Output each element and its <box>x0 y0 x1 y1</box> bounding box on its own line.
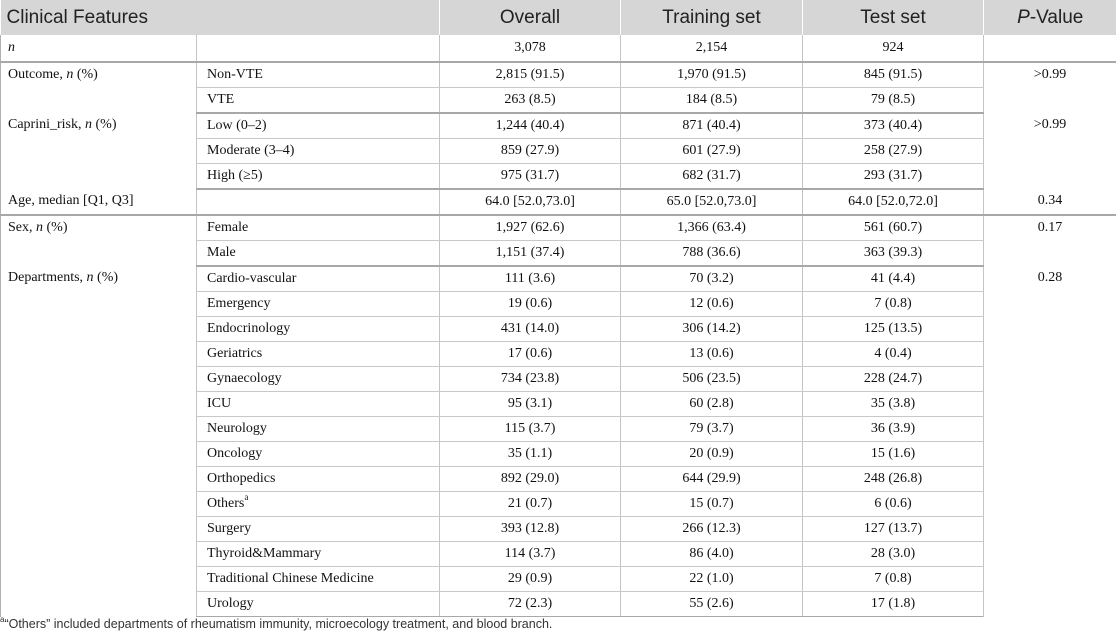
cell-test: 4 (0.4) <box>803 342 984 367</box>
footnote-marker: a <box>244 492 249 503</box>
cell-test: 36 (3.9) <box>803 417 984 442</box>
cell-overall: 3,078 <box>440 35 621 62</box>
cell-training: 1,366 (63.4) <box>621 215 803 241</box>
label-italic: n <box>85 117 92 132</box>
row-label-n <box>1 35 197 62</box>
level-label: VTE <box>197 88 440 114</box>
cell-test: 64.0 [52.0,72.0] <box>803 189 984 215</box>
cell-overall: 19 (0.6) <box>440 292 621 317</box>
cell-overall: 114 (3.7) <box>440 542 621 567</box>
cell-pvalue: 0.17 <box>984 215 1116 266</box>
level-label: Moderate (3–4) <box>197 139 440 164</box>
cell-training: 60 (2.8) <box>621 392 803 417</box>
cell-training: 184 (8.5) <box>621 88 803 114</box>
group-label-sex <box>1 215 197 266</box>
cell-overall: 111 (3.6) <box>440 266 621 292</box>
level-label: Geriatrics <box>197 342 440 367</box>
level-label: Female <box>197 215 440 241</box>
header-p-value <box>984 0 1116 35</box>
label-text: (%) <box>93 270 119 285</box>
cell-training: 55 (2.6) <box>621 592 803 617</box>
cell-training: 70 (3.2) <box>621 266 803 292</box>
cell-training: 86 (4.0) <box>621 542 803 567</box>
cell-test: 293 (31.7) <box>803 164 984 190</box>
cell-test: 125 (13.5) <box>803 317 984 342</box>
cell-training: 13 (0.6) <box>621 342 803 367</box>
header-training-set: Training set <box>621 0 803 35</box>
footnote-marker: a <box>0 614 5 624</box>
cell-overall: 263 (8.5) <box>440 88 621 114</box>
cell-overall: 35 (1.1) <box>440 442 621 467</box>
level-label-others <box>197 492 440 517</box>
n-italic: n <box>8 40 15 55</box>
table-row <box>1 62 1116 88</box>
level-label: Oncology <box>197 442 440 467</box>
label-text: (%) <box>92 117 117 132</box>
cell-overall: 975 (31.7) <box>440 164 621 190</box>
cell-pvalue: >0.99 <box>984 62 1116 113</box>
cell-test: 7 (0.8) <box>803 567 984 592</box>
cell-test: 15 (1.6) <box>803 442 984 467</box>
level-label: Emergency <box>197 292 440 317</box>
level-label-empty <box>197 189 440 215</box>
label-text: (%) <box>43 220 68 235</box>
cell-test: 35 (3.8) <box>803 392 984 417</box>
cell-training: 2,154 <box>621 35 803 62</box>
level-label: ICU <box>197 392 440 417</box>
table-row-age <box>1 189 1116 215</box>
cell-overall: 17 (0.6) <box>440 342 621 367</box>
cell-training: 266 (12.3) <box>621 517 803 542</box>
header-test-set: Test set <box>803 0 984 35</box>
label-italic: n <box>66 67 74 82</box>
cell-test: 127 (13.7) <box>803 517 984 542</box>
cell-overall: 1,151 (37.4) <box>440 241 621 267</box>
cell-pvalue: >0.99 <box>984 113 1116 189</box>
cell-pvalue: 0.34 <box>984 189 1116 215</box>
cell-training: 65.0 [52.0,73.0] <box>621 189 803 215</box>
label-italic: n <box>36 220 43 235</box>
level-label: Endocrinology <box>197 317 440 342</box>
level-label: Low (0–2) <box>197 113 440 139</box>
group-label-age: Age, median [Q1, Q3] <box>1 189 197 215</box>
label-text: Caprini_risk, <box>8 117 85 132</box>
label-text: Sex, <box>8 220 36 235</box>
cell-overall: 95 (3.1) <box>440 392 621 417</box>
level-label: Surgery <box>197 517 440 542</box>
cell-training: 306 (14.2) <box>621 317 803 342</box>
cell-training: 506 (23.5) <box>621 367 803 392</box>
group-label-departments <box>1 266 197 617</box>
group-label-caprini <box>1 113 197 189</box>
table-row <box>1 266 1116 292</box>
level-label: Traditional Chinese Medicine <box>197 567 440 592</box>
cell-training: 871 (40.4) <box>621 113 803 139</box>
level-label: High (≥5) <box>197 164 440 190</box>
header-p-rest: -Value <box>1029 6 1084 28</box>
table-row <box>1 113 1116 139</box>
header-row <box>1 0 1116 35</box>
header-p-italic: P <box>1017 6 1030 28</box>
table-row <box>1 215 1116 241</box>
cell-training: 20 (0.9) <box>621 442 803 467</box>
cell-test: 6 (0.6) <box>803 492 984 517</box>
cell-overall: 29 (0.9) <box>440 567 621 592</box>
cell-training: 601 (27.9) <box>621 139 803 164</box>
level-text: Others <box>207 496 245 511</box>
cell-training: 79 (3.7) <box>621 417 803 442</box>
footnote-text: “Others” included departments of rheumatism immunity, microecology treatment, and blood branch. <box>4 617 553 631</box>
level-label: Orthopedics <box>197 467 440 492</box>
label-italic: n <box>86 270 94 285</box>
cell-pvalue: 0.28 <box>984 266 1116 617</box>
level-label: Male <box>197 241 440 267</box>
cell-training: 12 (0.6) <box>621 292 803 317</box>
cell-test: 28 (3.0) <box>803 542 984 567</box>
cell-overall: 892 (29.0) <box>440 467 621 492</box>
cell-test: 845 (91.5) <box>803 62 984 88</box>
cell-overall: 115 (3.7) <box>440 417 621 442</box>
cell-pvalue <box>984 35 1116 62</box>
cell-training: 682 (31.7) <box>621 164 803 190</box>
label-text: (%) <box>73 67 98 82</box>
table-footnote <box>0 614 553 631</box>
label-text: Outcome, <box>8 67 67 82</box>
cell-test: 228 (24.7) <box>803 367 984 392</box>
cell-overall: 393 (12.8) <box>440 517 621 542</box>
cell-test: 561 (60.7) <box>803 215 984 241</box>
table-row-n <box>1 35 1116 62</box>
cell-overall: 431 (14.0) <box>440 317 621 342</box>
cell-training: 15 (0.7) <box>621 492 803 517</box>
cell-test: 363 (39.3) <box>803 241 984 267</box>
cell-overall: 734 (23.8) <box>440 367 621 392</box>
cell-test: 258 (27.9) <box>803 139 984 164</box>
cell-overall: 859 (27.9) <box>440 139 621 164</box>
cell-overall: 1,244 (40.4) <box>440 113 621 139</box>
header-clinical-features: Clinical Features <box>1 0 440 35</box>
level-label: Neurology <box>197 417 440 442</box>
level-label: Urology <box>197 592 440 617</box>
label-text: Departments, <box>8 270 87 285</box>
cell-training: 1,970 (91.5) <box>621 62 803 88</box>
level-label: Non-VTE <box>197 62 440 88</box>
cell-overall: 2,815 (91.5) <box>440 62 621 88</box>
cell-training: 644 (29.9) <box>621 467 803 492</box>
cell-test: 7 (0.8) <box>803 292 984 317</box>
header-overall: Overall <box>440 0 621 35</box>
row-level-empty <box>197 35 440 62</box>
level-label: Gynaecology <box>197 367 440 392</box>
level-label: Cardio-vascular <box>197 266 440 292</box>
cell-test: 17 (1.8) <box>803 592 984 617</box>
cell-test: 79 (8.5) <box>803 88 984 114</box>
group-label-outcome <box>1 62 197 113</box>
cell-training: 22 (1.0) <box>621 567 803 592</box>
cell-overall: 1,927 (62.6) <box>440 215 621 241</box>
cell-test: 373 (40.4) <box>803 113 984 139</box>
cell-test: 41 (4.4) <box>803 266 984 292</box>
cell-overall: 21 (0.7) <box>440 492 621 517</box>
level-label: Thyroid&Mammary <box>197 542 440 567</box>
cell-training: 788 (36.6) <box>621 241 803 267</box>
cell-test: 248 (26.8) <box>803 467 984 492</box>
cell-overall: 64.0 [52.0,73.0] <box>440 189 621 215</box>
cell-test: 924 <box>803 35 984 62</box>
cell-overall: 72 (2.3) <box>440 592 621 617</box>
